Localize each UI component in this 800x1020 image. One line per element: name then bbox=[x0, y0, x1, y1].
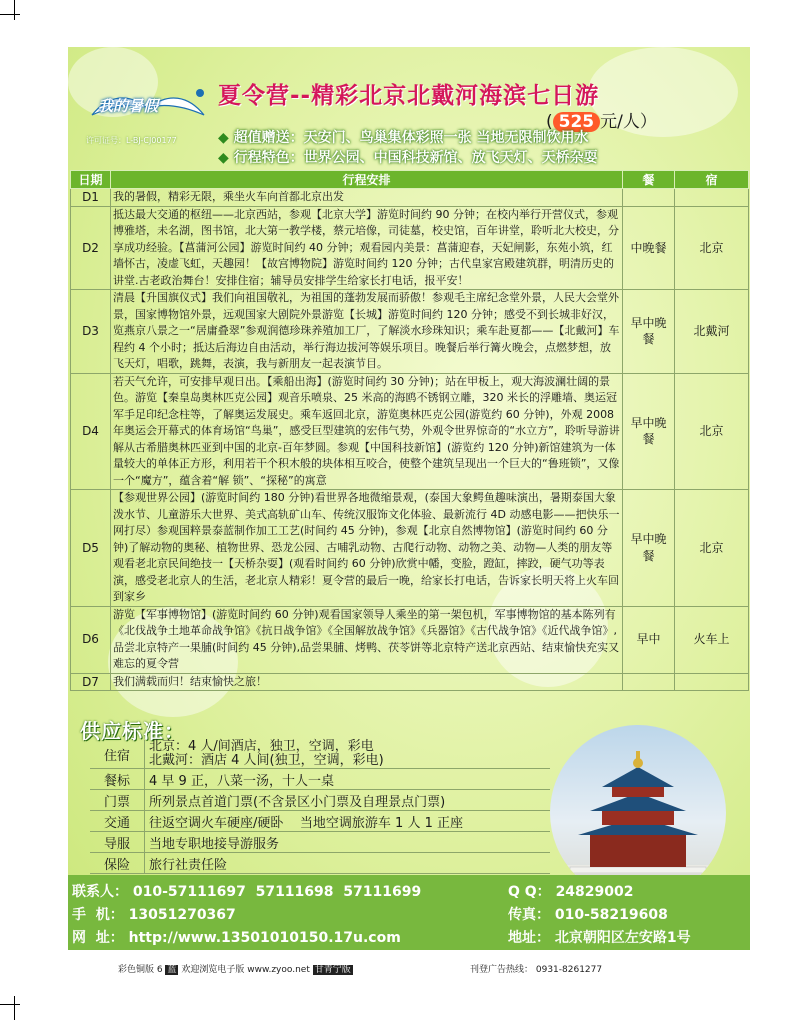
web-link[interactable]: http://www.13501010150.17u.com bbox=[128, 930, 401, 946]
qq-value: 24829002 bbox=[555, 884, 634, 900]
plan-cell: 我们满载而归！结束愉快之旅！ bbox=[111, 673, 623, 691]
feature-line bbox=[218, 127, 589, 147]
feature-text: 超值赠送：天安门、鸟巢集体彩照一张 当地无限制饮用水 bbox=[233, 130, 589, 146]
day-cell: D3 bbox=[71, 290, 111, 374]
page-title: 夏令营--精彩北京北戴河海滨七日游 bbox=[218, 83, 600, 109]
price-open: ( bbox=[546, 112, 553, 132]
table-row bbox=[71, 290, 749, 374]
fax-label: 传真： bbox=[508, 907, 550, 923]
standards-value: 旅行社责任险 bbox=[145, 853, 551, 874]
price-unit: 元/人） bbox=[600, 112, 657, 132]
welcome-text[interactable]: 欢迎浏览电子版 www.zyoo.net bbox=[181, 965, 310, 975]
fax-value: 010-58219608 bbox=[554, 907, 668, 923]
standards-label: 交通 bbox=[90, 811, 145, 832]
standards-row bbox=[90, 769, 550, 790]
meal-cell: 早中晚餐 bbox=[623, 490, 675, 607]
price-value: 525 bbox=[553, 112, 601, 132]
standards-label: 门票 bbox=[90, 790, 145, 811]
contact-address-row bbox=[508, 927, 691, 947]
plan-cell: 我的暑假，精彩无限，乘坐火车向首都北京出发 bbox=[111, 189, 623, 207]
table-row bbox=[71, 206, 749, 290]
column-header-stay: 宿 bbox=[675, 171, 749, 189]
contact-fax-row bbox=[508, 904, 668, 924]
plan-cell: 若天气允许，可安排早观日出。【乘船出海】(游览时间约 30 分钟)；站在甲板上，观大海波澜壮阔的景色。游览【秦皇岛奥林匹克公园】观音乐喷泉、25 米高的海鸥不锈钢立雕，320 米长的浮雕墙、奥运冠军手足印纪念柱等，了解奥运发展史。乘车返回北京，游览奥林匹克公园(游览约 60 分钟)，外观 2008 年奥运会开幕式的体育场馆“鸟巢”，感受巨型建筑的宏伟气势，外观令世界惊奇的“水立方”，聆听导游讲解从古希腊奥林匹亚到中国的北京-百年梦圆。参观【中国科技新馆】(游览约 120 分钟)新馆建筑为一体量较大的单体正方形，利用若干个积木般的块体相互咬合，使整个建筑呈现出一个巨大的“鲁班锁”，又像一个“魔方”，蕴含着“解 锁”、“探秘”的寓意 bbox=[111, 373, 623, 490]
standards-value: 所列景点首道门票(不含景区小门票及自理景点门票) bbox=[145, 790, 551, 811]
standards-table bbox=[90, 740, 550, 874]
meal-cell: 中晚餐 bbox=[623, 206, 675, 290]
crop-mark-h bbox=[0, 14, 20, 15]
contact-web-row bbox=[72, 927, 401, 947]
crop-mark-h bbox=[0, 1004, 20, 1005]
column-header-meal: 餐 bbox=[623, 171, 675, 189]
phone-value: 010-57111697 57111698 57111699 bbox=[132, 884, 422, 900]
column-header-day: 日期 bbox=[71, 171, 111, 189]
address-value: 北京朝阳区左安路1号 bbox=[554, 930, 691, 946]
day-cell: D7 bbox=[71, 673, 111, 691]
address-label: 地址： bbox=[508, 930, 550, 946]
feature-line bbox=[218, 147, 598, 167]
bullet-icon: ◆ bbox=[218, 150, 229, 166]
feature-text: 行程特色：世界公园、中国科技新馆、放飞天灯、天桥杂耍 bbox=[233, 150, 598, 166]
contact-mobile-row bbox=[72, 904, 236, 924]
day-cell: D4 bbox=[71, 373, 111, 490]
plan-cell: 清晨【升国旗仪式】我们向祖国敬礼，为祖国的蓬勃发展而骄傲！参观毛主席纪念堂外景，人民大会堂外景，国家博物馆外景，远观国家大剧院外景游览【长城】游览时间约 120 分钟；感受不到长城非好汉，览燕京八景之一“居庸叠翠”参观润德珍珠养殖加工厂，了解淡水珍珠知识；乘车赴夏都——【北戴河】车程约 4 个小时；抵达后海边自由活动，举行海边拔河等娱乐项目。晚餐后举行篝火晚会，点燃梦想，放飞天灯，唱歌，跳舞，表演，我与新朋友一起表演节目。 bbox=[111, 290, 623, 374]
standards-line: 北戴河：酒店 4 人间(独卫，空调，彩电) bbox=[149, 753, 384, 768]
table-row bbox=[71, 373, 749, 490]
standards-value: 当地专职地接导游服务 bbox=[145, 832, 551, 853]
day-cell: D5 bbox=[71, 490, 111, 607]
standards-value: 4 早 9 正，八菜一汤，十人一桌 bbox=[145, 769, 551, 790]
standards-label: 保险 bbox=[90, 853, 145, 874]
standards-row bbox=[90, 740, 550, 769]
license-number: 许可证号：L-BJ-CJ00177 bbox=[86, 136, 177, 145]
standards-label: 住宿 bbox=[90, 740, 145, 769]
standards-row bbox=[90, 811, 550, 832]
flyer bbox=[68, 47, 750, 950]
stay-cell bbox=[675, 189, 749, 207]
print-footer-left bbox=[118, 962, 353, 975]
table-row bbox=[71, 673, 749, 691]
meal-cell bbox=[623, 189, 675, 207]
phone-label: 联系人： bbox=[72, 884, 128, 900]
meal-cell bbox=[623, 673, 675, 691]
table-header-row bbox=[71, 171, 749, 189]
plan-cell: 抵达最大交通的枢纽——北京西站，参观【北京大学】游览时间约 90 分钟；在校内举行开营仪式，参观博雅塔，未名湖，图书馆，北大第一教学楼，蔡元培像，司徒墓，校史馆，百年讲堂，聆听北大校史，分享成功经验。【菖蒲河公园】游览时间约 40 分钟；观看园内美景：菖蒲迎春，天妃闸影，东苑小筑，红墙怀古，凌虚飞虹，天趣园！【故宫博物院】游览时间约 120 分钟；古代皇家宫殿建筑群，明清历史的讲堂.古老政治舞台！安排住宿；辅导员安排学生给家长打电话，报平安！ bbox=[111, 206, 623, 290]
meal-cell: 早中晚餐 bbox=[623, 373, 675, 490]
meal-cell: 早中晚餐 bbox=[623, 290, 675, 374]
stay-cell: 北京 bbox=[675, 206, 749, 290]
standards-line: 北京：4 人/间酒店，独卫，空调，彩电 bbox=[149, 739, 374, 754]
web-label: 网 址： bbox=[72, 930, 124, 946]
standards-value: 往返空调火车硬座/硬卧 当地空调旅游车 1 人 1 正座 bbox=[145, 811, 551, 832]
standards-row bbox=[90, 853, 550, 874]
column-header-plan: 行程安排 bbox=[111, 171, 623, 189]
mobile-label: 手 机： bbox=[72, 907, 124, 923]
table-row bbox=[71, 606, 749, 673]
stay-cell: 北京 bbox=[675, 373, 749, 490]
day-cell: D1 bbox=[71, 189, 111, 207]
stay-cell: 北戴河 bbox=[675, 290, 749, 374]
standards-row bbox=[90, 790, 550, 811]
standards-label: 餐标 bbox=[90, 769, 145, 790]
stay-cell: 北京 bbox=[675, 490, 749, 607]
publisher-logo-icon: 蓝 bbox=[167, 965, 177, 975]
plan-cell: 游览【军事博物馆】(游览时间约 60 分钟)观看国家领导人乘坐的第一架包机，军事博物馆的基本陈列有《北伐战争土地革命战争馆》《抗日战争馆》《全国解放战争馆》《兵器馆》《古代战争馆》《近代战争馆》,品尝北京特产一果脯(时间约 45 分钟),品尝果脯、烤鸭、茯苓饼等北京特产送北京西站、结束愉快充实又难忘的夏令营 bbox=[111, 606, 623, 673]
day-cell: D6 bbox=[71, 606, 111, 673]
ad-hotline: 刊登广告热线： 0931-8261277 bbox=[470, 965, 603, 975]
bullet-icon: ◆ bbox=[218, 130, 229, 146]
crop-mark-v bbox=[14, 0, 15, 20]
plan-cell: 【参观世界公园】(游览时间约 180 分钟)看世界各地微缩景观，(泰国大象鳄鱼趣味演出，暑期泰国大象泼水节、儿童游乐大世界、美式高轨矿山车、传统汉服饰文化体验、最新流行 4D 动感电影——把快乐一网打尽）参观国粹景泰蓝制作加工工艺(时间约 45 分钟)，参观【北京自然博物馆】(游览时间约 60 分钟)了解动物的奥秘、植物世界、恐龙公园、古哺乳动物、古爬行动物、动物之美、动物—人类的朋友等观看老北京民间绝技一【天桥杂耍】(观看时间约 60 分钟)欣赏中幡，变脸，蹬缸，摔跤，硬气功等表演，感受老北京人的生活，老北京人精彩！夏令营的最后一晚，给家长打电话，告诉家长明天将上火车回到家乡 bbox=[111, 490, 623, 607]
meal-cell: 早中 bbox=[623, 606, 675, 673]
stay-cell bbox=[675, 673, 749, 691]
stay-cell: 火车上 bbox=[675, 606, 749, 673]
page-label: 彩色铜版 6 bbox=[118, 965, 163, 975]
standards-label: 导服 bbox=[90, 832, 145, 853]
crop-mark-v bbox=[14, 996, 15, 1020]
contact-qq-row bbox=[508, 881, 634, 901]
table-row bbox=[71, 490, 749, 607]
day-cell: D2 bbox=[71, 206, 111, 290]
table-row bbox=[71, 189, 749, 207]
contact-phone-row bbox=[72, 881, 421, 901]
standards-value bbox=[145, 740, 551, 769]
mobile-value: 13051270367 bbox=[128, 907, 236, 923]
edition-badge: 甘青宁版 bbox=[314, 965, 351, 975]
qq-label: Q Q： bbox=[508, 884, 551, 900]
standards-row bbox=[90, 832, 550, 853]
itinerary-table bbox=[70, 170, 749, 691]
standards-title: 供应标准： bbox=[80, 719, 185, 743]
contact-footer bbox=[68, 875, 750, 950]
logo-text: 我的暑假 bbox=[98, 97, 159, 115]
